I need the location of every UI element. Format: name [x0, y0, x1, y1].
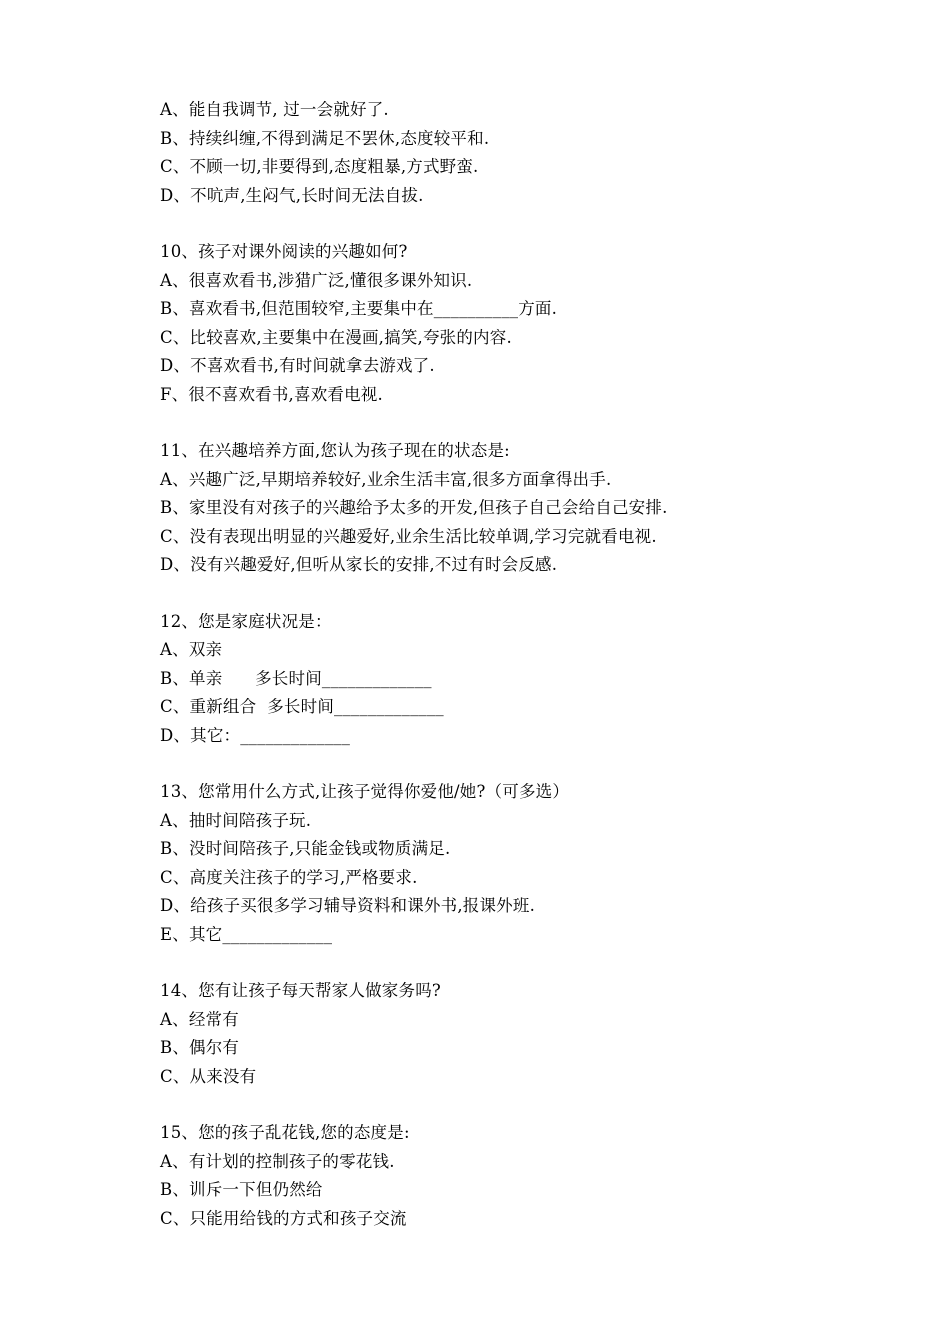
- option-line: E、其它_____________: [160, 924, 333, 944]
- option-line: B、家里没有对孩子的兴趣给予太多的开发,但孩子自己会给自己安排.: [160, 498, 668, 517]
- option-line: C、只能用给钱的方式和孩子交流: [160, 1208, 407, 1228]
- question-text: 14、您有让孩子每天帮家人做家务吗?: [160, 981, 441, 1000]
- option-line: D、不喜欢看书,有时间就拿去游戏了.: [160, 356, 435, 375]
- question-15: [160, 1119, 860, 1233]
- option-line: A、双亲: [160, 640, 223, 659]
- document-page: [160, 96, 860, 1233]
- option-line: C、从来没有: [160, 1066, 257, 1086]
- option-line: D、其它：_____________: [160, 725, 351, 745]
- question-11: [160, 437, 860, 580]
- question-9-options: [160, 96, 860, 210]
- question-13: [160, 778, 860, 949]
- option-line: B、没时间陪孩子,只能金钱或物质满足.: [160, 839, 451, 858]
- option-line: B、持续纠缠,不得到满足不罢休,态度较平和.: [160, 128, 490, 148]
- option-line: A、抽时间陪孩子玩.: [160, 810, 312, 830]
- option-line: C、重新组合 多长时间_____________: [160, 697, 444, 716]
- question-text: 11、在兴趣培养方面,您认为孩子现在的状态是:: [160, 441, 510, 460]
- option-line: C、没有表现出明显的兴趣爱好,业余生活比较单调,学习完就看电视.: [160, 526, 657, 546]
- question-10: [160, 238, 860, 409]
- question-text: 10、孩子对课外阅读的兴趣如何?: [160, 242, 408, 261]
- option-line: F、很不喜欢看书,喜欢看电视.: [160, 384, 383, 404]
- option-line: A、很喜欢看书,涉猎广泛,懂很多课外知识.: [160, 270, 473, 290]
- option-line: B、训斥一下但仍然给: [160, 1180, 323, 1199]
- question-12: [160, 608, 860, 751]
- option-line: B、偶尔有: [160, 1038, 240, 1057]
- option-line: A、经常有: [160, 1009, 239, 1029]
- option-line: C、不顾一切,非要得到,态度粗暴,方式野蛮.: [160, 157, 479, 176]
- question-14: [160, 977, 860, 1091]
- option-line: C、高度关注孩子的学习,严格要求.: [160, 867, 418, 887]
- option-line: A、能自我调节, 过一会就好了.: [160, 100, 389, 119]
- option-line: C、比较喜欢,主要集中在漫画,搞笑,夸张的内容.: [160, 327, 512, 347]
- option-line: D、没有兴趣爱好,但听从家长的安排,不过有时会反感.: [160, 555, 558, 574]
- question-text: 12、您是家庭状况是：: [160, 611, 332, 631]
- question-text: 13、您常用什么方式,让孩子觉得你爱他/她?（可多选）: [160, 782, 570, 801]
- option-line: A、兴趣广泛,早期培养较好,业余生活丰富,很多方面拿得出手.: [160, 469, 612, 489]
- option-line: B、喜欢看书,但范围较窄,主要集中在__________方面.: [160, 299, 558, 318]
- option-line: A、有计划的控制孩子的零花钱.: [160, 1151, 395, 1171]
- option-line: D、给孩子买很多学习辅导资料和课外书,报课外班.: [160, 896, 536, 915]
- question-text: 15、您的孩子乱花钱,您的态度是:: [160, 1123, 410, 1142]
- option-line: B、单亲 多长时间_____________: [160, 668, 432, 688]
- option-line: D、不吭声,生闷气,长时间无法自拔.: [160, 185, 424, 205]
